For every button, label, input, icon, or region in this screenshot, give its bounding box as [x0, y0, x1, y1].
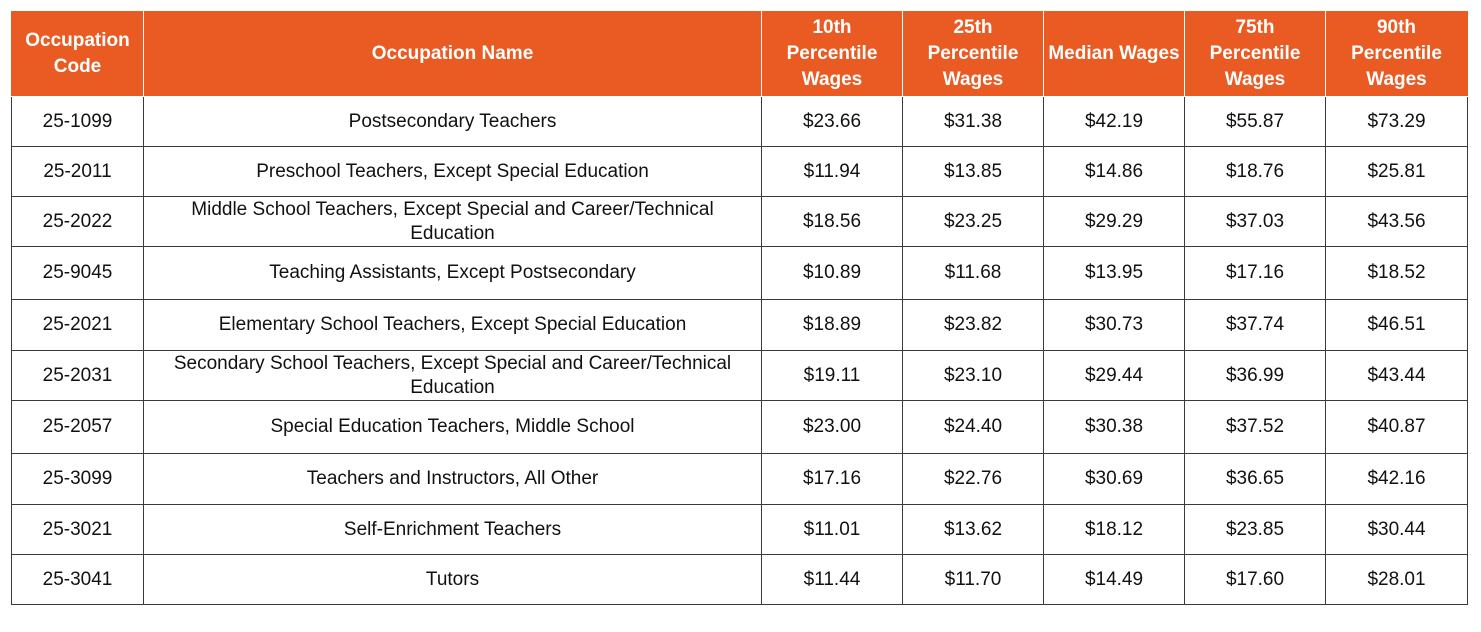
p25-cell: $23.82	[903, 300, 1044, 351]
header-occupation-name: Occupation Name	[144, 12, 762, 97]
occupation-code-cell: 25-2021	[12, 300, 144, 351]
wage-table-container	[11, 11, 1468, 605]
occupation-name-cell: Elementary School Teachers, Except Special Education	[144, 300, 762, 351]
p10-cell: $23.00	[762, 401, 903, 454]
header-median: Median Wages	[1044, 12, 1185, 97]
occupation-name-cell: Tutors	[144, 555, 762, 605]
p10-cell: $23.66	[762, 97, 903, 147]
median-cell: $14.49	[1044, 555, 1185, 605]
p90-cell: $43.56	[1326, 197, 1468, 247]
occupation-name-cell: Self-Enrichment Teachers	[144, 505, 762, 555]
occupation-name-cell: Secondary School Teachers, Except Special and Career/Technical Education	[144, 351, 762, 401]
median-cell: $30.38	[1044, 401, 1185, 454]
p25-cell: $24.40	[903, 401, 1044, 454]
p90-cell: $42.16	[1326, 454, 1468, 505]
p75-cell: $37.74	[1185, 300, 1326, 351]
p25-cell: $13.62	[903, 505, 1044, 555]
p25-cell: $11.70	[903, 555, 1044, 605]
median-cell: $42.19	[1044, 97, 1185, 147]
p10-cell: $18.89	[762, 300, 903, 351]
header-occupation-code: Occupation Code	[12, 12, 144, 97]
table-row	[12, 351, 1468, 401]
table-row	[12, 197, 1468, 247]
header-25th-percentile: 25th Percentile Wages	[903, 12, 1044, 97]
median-cell: $14.86	[1044, 147, 1185, 197]
p10-cell: $17.16	[762, 454, 903, 505]
median-cell: $13.95	[1044, 247, 1185, 300]
p10-cell: $11.44	[762, 555, 903, 605]
p75-cell: $36.65	[1185, 454, 1326, 505]
median-cell: $18.12	[1044, 505, 1185, 555]
p90-cell: $28.01	[1326, 555, 1468, 605]
p75-cell: $23.85	[1185, 505, 1326, 555]
median-cell: $30.69	[1044, 454, 1185, 505]
table-row	[12, 247, 1468, 300]
p75-cell: $36.99	[1185, 351, 1326, 401]
table-row	[12, 97, 1468, 147]
table-row	[12, 454, 1468, 505]
occupation-wages-table	[11, 11, 1468, 605]
table-row	[12, 401, 1468, 454]
p10-cell: $11.01	[762, 505, 903, 555]
p25-cell: $23.25	[903, 197, 1044, 247]
median-cell: $29.29	[1044, 197, 1185, 247]
p75-cell: $17.16	[1185, 247, 1326, 300]
p90-cell: $18.52	[1326, 247, 1468, 300]
p10-cell: $19.11	[762, 351, 903, 401]
p90-cell: $73.29	[1326, 97, 1468, 147]
p10-cell: $18.56	[762, 197, 903, 247]
header-90th-percentile: 90th Percentile Wages	[1326, 12, 1468, 97]
p10-cell: $10.89	[762, 247, 903, 300]
occupation-name-cell: Special Education Teachers, Middle School	[144, 401, 762, 454]
p75-cell: $17.60	[1185, 555, 1326, 605]
p75-cell: $55.87	[1185, 97, 1326, 147]
p75-cell: $37.03	[1185, 197, 1326, 247]
occupation-code-cell: 25-3041	[12, 555, 144, 605]
occupation-name-cell: Teaching Assistants, Except Postsecondary	[144, 247, 762, 300]
occupation-code-cell: 25-3099	[12, 454, 144, 505]
occupation-name-cell: Middle School Teachers, Except Special and Career/Technical Education	[144, 197, 762, 247]
p25-cell: $31.38	[903, 97, 1044, 147]
p90-cell: $46.51	[1326, 300, 1468, 351]
p90-cell: $40.87	[1326, 401, 1468, 454]
occupation-name-cell: Postsecondary Teachers	[144, 97, 762, 147]
p25-cell: $23.10	[903, 351, 1044, 401]
p10-cell: $11.94	[762, 147, 903, 197]
occupation-code-cell: 25-2057	[12, 401, 144, 454]
p75-cell: $18.76	[1185, 147, 1326, 197]
p25-cell: $11.68	[903, 247, 1044, 300]
median-cell: $30.73	[1044, 300, 1185, 351]
table-row	[12, 300, 1468, 351]
table-row	[12, 147, 1468, 197]
occupation-code-cell: 25-1099	[12, 97, 144, 147]
table-row	[12, 555, 1468, 605]
p90-cell: $30.44	[1326, 505, 1468, 555]
p25-cell: $22.76	[903, 454, 1044, 505]
header-row	[12, 12, 1468, 97]
occupation-name-cell: Teachers and Instructors, All Other	[144, 454, 762, 505]
occupation-code-cell: 25-2011	[12, 147, 144, 197]
header-75th-percentile: 75th Percentile Wages	[1185, 12, 1326, 97]
p25-cell: $13.85	[903, 147, 1044, 197]
occupation-code-cell: 25-2022	[12, 197, 144, 247]
occupation-name-cell: Preschool Teachers, Except Special Education	[144, 147, 762, 197]
occupation-code-cell: 25-2031	[12, 351, 144, 401]
p75-cell: $37.52	[1185, 401, 1326, 454]
header-10th-percentile: 10th Percentile Wages	[762, 12, 903, 97]
p90-cell: $43.44	[1326, 351, 1468, 401]
table-row	[12, 505, 1468, 555]
occupation-code-cell: 25-9045	[12, 247, 144, 300]
median-cell: $29.44	[1044, 351, 1185, 401]
occupation-code-cell: 25-3021	[12, 505, 144, 555]
p90-cell: $25.81	[1326, 147, 1468, 197]
